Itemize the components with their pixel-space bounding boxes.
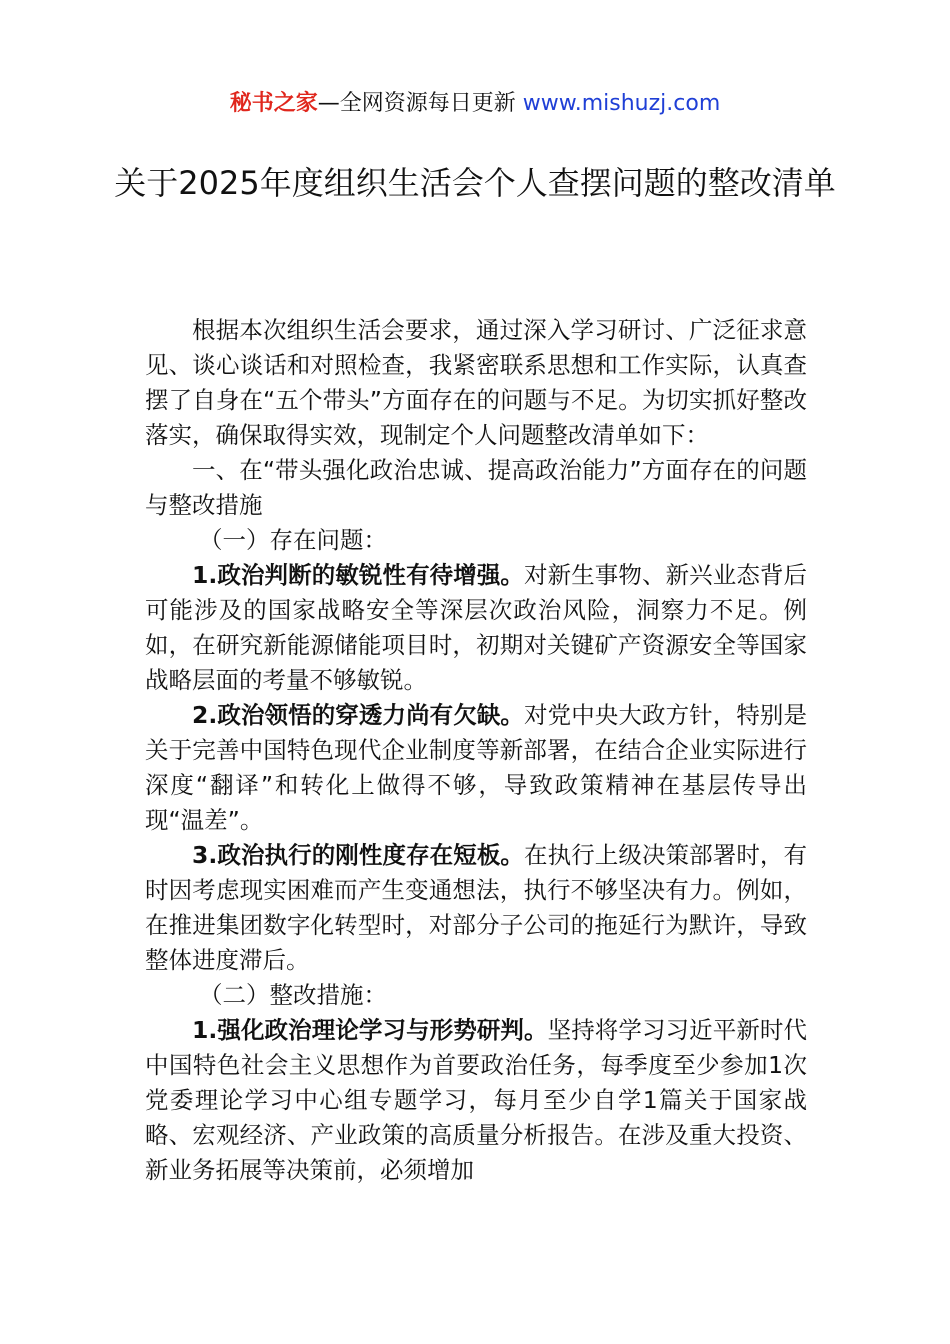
problems-heading: （一）存在问题： (199, 526, 388, 554)
measure-item-lead: 1.强化政治理论学习与形势研判。 (192, 1016, 548, 1044)
problem-item-lead: 3.政治执行的刚性度存在短板。 (192, 841, 525, 869)
measure-item-text: 坚持将学习习近平新时代中国特色社会主义思想作为首要政治任务，每季度至少参加1次党委理论学习中心组专题学习，每月至少自学1篇关于国家战略、宏观经济、产业政策的高质量分析报告。在涉及重大投资、新业务拓展等决策前，必须增加 (145, 1016, 807, 1184)
document-title: 关于2025年度组织生活会个人查摆问题的整改清单 (114, 164, 836, 202)
problem-item-lead: 2.政治领悟的穿透力尚有欠缺。 (192, 701, 525, 729)
problem-item (145, 558, 807, 698)
problem-item-text: 对新生事物、新兴业态背后可能涉及的国家战略安全等深层次政治风险，洞察力不足。例如，在研究新能源储能项目时，初期对关键矿产资源安全等国家战略层面的考量不够敏锐。 (145, 561, 808, 694)
section-heading: 一、在“带头强化政治忠诚、提高政治能力”方面存在的问题与整改措施 (145, 456, 807, 519)
problem-item-lead: 1.政治判断的敏锐性有待增强。 (192, 561, 525, 589)
site-url-link[interactable]: www.mishuzj.com (522, 91, 721, 116)
measure-item (145, 1013, 807, 1188)
site-tagline: —全网资源每日更新 (317, 91, 523, 116)
intro-paragraph: 根据本次组织生活会要求，通过深入学习研讨、广泛征求意见、谈心谈话和对照检查，我紧密联系思想和工作实际，认真查摆了自身在“五个带头”方面存在的问题与不足。为切实抓好整改落实，确保取得实效，现制定个人问题整改清单如下： (145, 316, 807, 449)
document-body (145, 313, 807, 1188)
site-header (0, 88, 950, 120)
measures-heading: （二）整改措施： (199, 981, 388, 1009)
problem-item (145, 698, 807, 838)
problem-item-text: 对党中央大政方针，特别是关于完善中国特色现代企业制度等新部署，在结合企业实际进行深度“翻译”和转化上做得不够，导致政策精神在基层传导出现“温差”。 (145, 701, 808, 834)
problem-item (145, 838, 807, 978)
site-brand: 秘书之家 (229, 91, 318, 116)
problem-item-text: 在执行上级决策部署时，有时因考虑现实困难而产生变通想法，执行不够坚决有力。例如，在推进集团数字化转型时，对部分子公司的拖延行为默许，导致整体进度滞后。 (145, 841, 808, 974)
